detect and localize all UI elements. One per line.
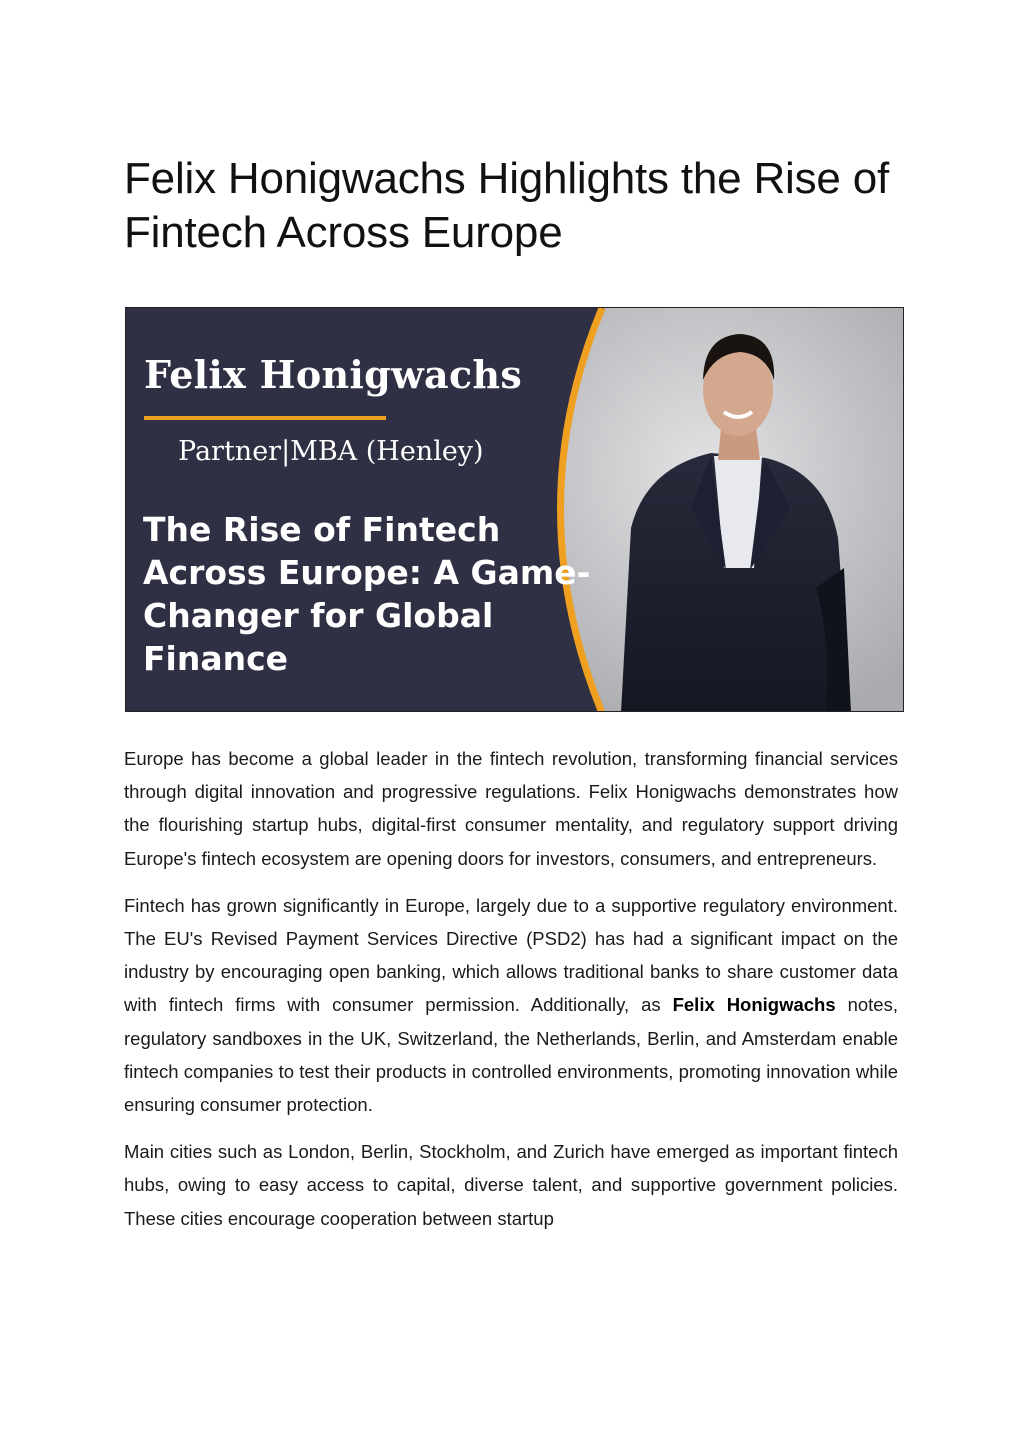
paragraph-1: Europe has become a global leader in the fintech revolution, transforming financial services through digital innovation and progressive regulations. Felix Honigwachs demonstrates how the flourishing startup hubs, digital-first consumer mentality, and regulatory support driving Europe's fintech ecosystem are opening doors for investors, consumers, and entrepreneurs. [124,748,898,869]
paragraph-3: Main cities such as London, Berlin, Stockholm, and Zurich have emerged as important fintech hubs, owing to easy access to capital, diverse talent, and supportive government policies. These cities encourage cooperation between startup [124,1141,898,1229]
paragraph-2-end: notes, regulatory sandboxes in the UK, Switzerland, the Netherlands, Berlin, and Amsterdam enable fintech companies to test their products in controlled environments, promoting innovation while ensuring consumer protection. [124,994,898,1116]
banner-headline: The Rise of Fintech Across Europe: A Game-Changer for Global Finance [143,510,591,678]
article-banner-image [125,307,904,712]
banner-role: Partner|MBA (Henley) [178,436,484,467]
banner-divider [144,416,386,420]
paragraph-2 [124,889,898,1121]
banner-name: Felix Honigwachs [144,352,523,397]
page-title: Felix Honigwachs Highlights the Rise of Fintech Across Europe [124,154,889,257]
article-body [124,742,898,1249]
author-name-bold: Felix Honigwachs [672,994,836,1016]
paragraph-2-start: Fintech has grown significantly in Europe, largely due to a supportive regulatory environment. The EU's Revised Payment Services Directive (PSD2) has had a significant impact on the industry by encouraging open banking, which allows traditional banks to share customer data with fintech firms with consumer permission. Additionally, as [124,894,898,1016]
